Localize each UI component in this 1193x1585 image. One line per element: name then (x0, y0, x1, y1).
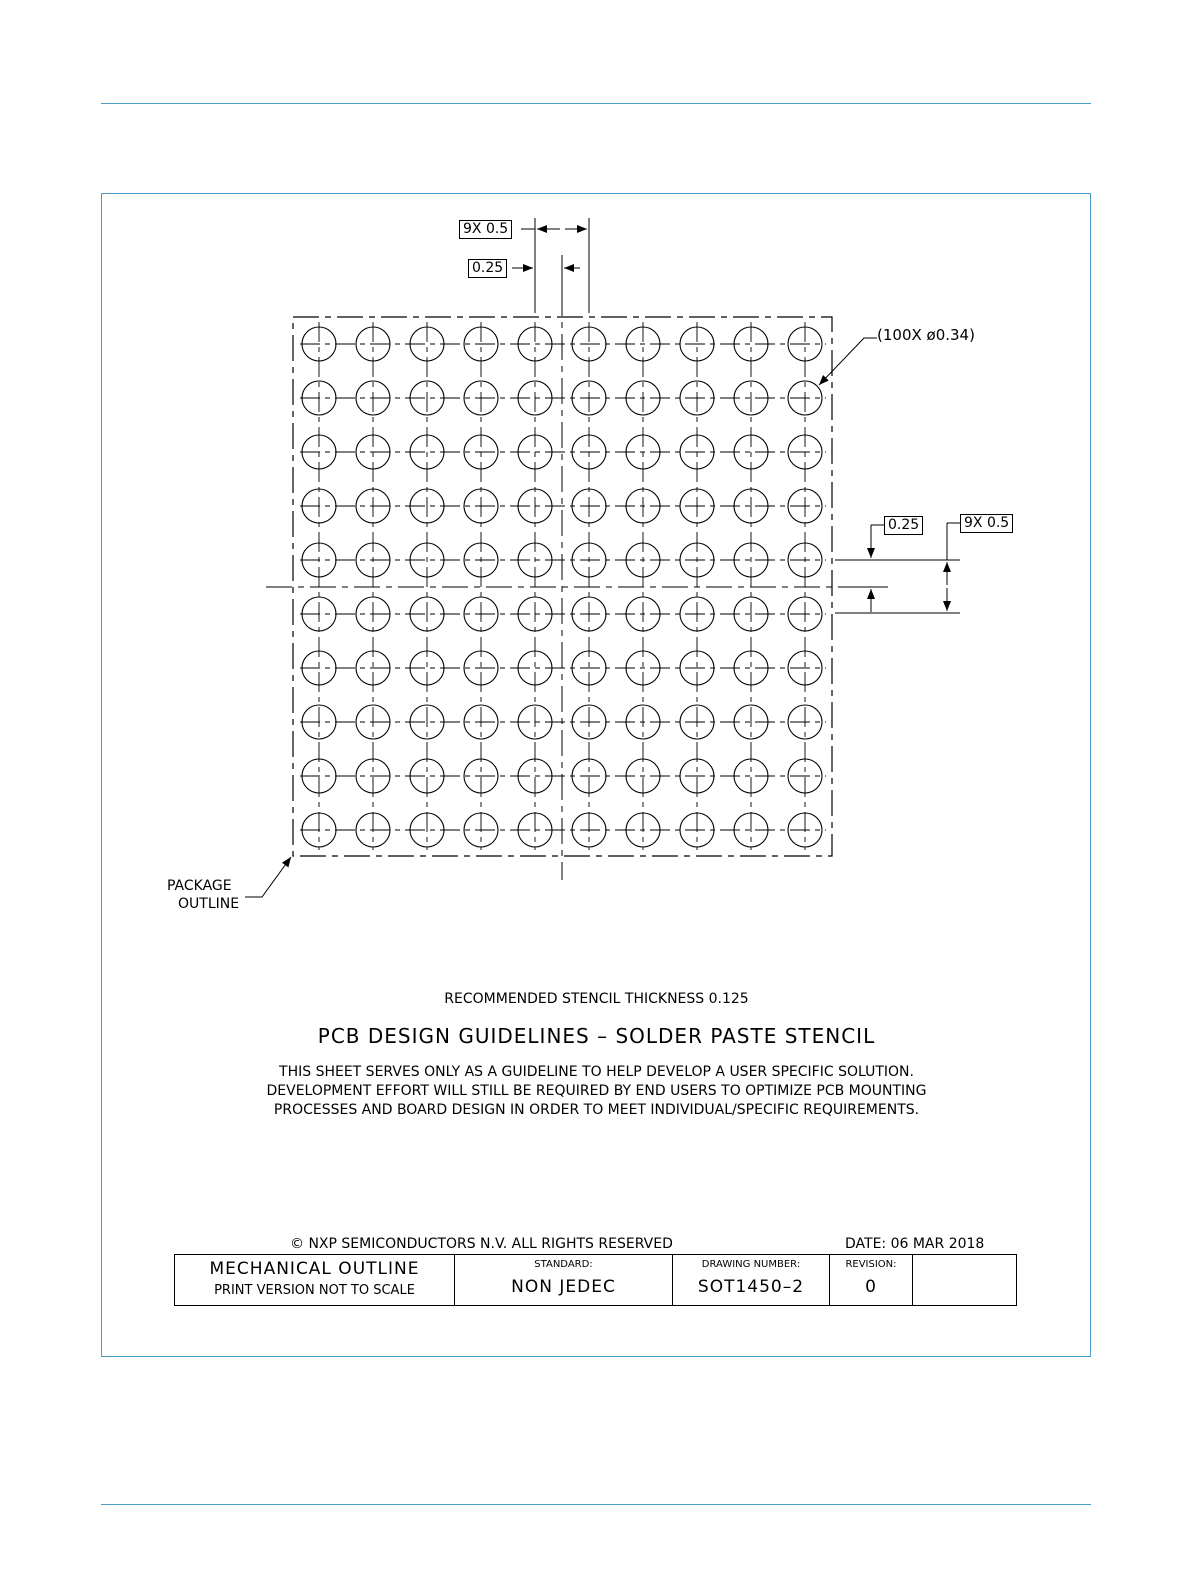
disclaimer-line-2: DEVELOPMENT EFFORT WILL STILL BE REQUIRED BY END USERS TO OPTIMIZE PCB MOUNTING (266, 1083, 927, 1099)
package-outline-leader (245, 857, 291, 897)
title-block-standard-cell (455, 1255, 673, 1305)
title-block (174, 1254, 1017, 1306)
right-offset-label: 0.25 (884, 516, 923, 535)
pad-callout-label: (100X ø0.34) (877, 326, 975, 344)
stencil-thickness-note: RECOMMENDED STENCIL THICKNESS 0.125 (444, 991, 749, 1007)
date-text: DATE: 06 MAR 2018 (845, 1236, 985, 1252)
title-block-revision-cell (830, 1255, 913, 1305)
top-offset-label: 0.25 (468, 259, 507, 278)
mechanical-outline-label: MECHANICAL OUTLINE (209, 1259, 420, 1279)
pad-grid (300, 322, 826, 850)
title-block-blank-cell (913, 1255, 1016, 1305)
print-version-label: PRINT VERSION NOT TO SCALE (214, 1283, 415, 1298)
top-pitch-label: 9X 0.5 (459, 220, 512, 239)
guideline-heading: PCB DESIGN GUIDELINES – SOLDER PASTE STENCIL (317, 1024, 876, 1048)
revision-label: REVISION: (845, 1259, 897, 1270)
drawing-number-value: SOT1450–2 (697, 1277, 805, 1297)
drawing-number-label: DRAWING NUMBER: (701, 1259, 801, 1270)
title-block-drawing-cell (673, 1255, 830, 1305)
disclaimer-line-3: PROCESSES AND BOARD DESIGN IN ORDER TO MEET INDIVIDUAL/SPECIFIC REQUIREMENTS. (273, 1102, 920, 1118)
package-outline-label-2: OUTLINE (178, 896, 240, 912)
title-block-mechanical-cell (175, 1255, 455, 1305)
package-outline-label-1: PACKAGE (167, 878, 232, 894)
right-pitch-label: 9X 0.5 (960, 514, 1013, 533)
disclaimer-line-1: THIS SHEET SERVES ONLY AS A GUIDELINE TO HELP DEVELOP A USER SPECIFIC SOLUTION. (279, 1064, 914, 1080)
pad-callout-leader (819, 338, 877, 385)
standard-label: STANDARD: (534, 1259, 593, 1270)
standard-value: NON JEDEC (511, 1277, 616, 1297)
revision-value: 0 (865, 1277, 877, 1297)
copyright-text: © NXP SEMICONDUCTORS N.V. ALL RIGHTS RESERVED (290, 1236, 673, 1252)
